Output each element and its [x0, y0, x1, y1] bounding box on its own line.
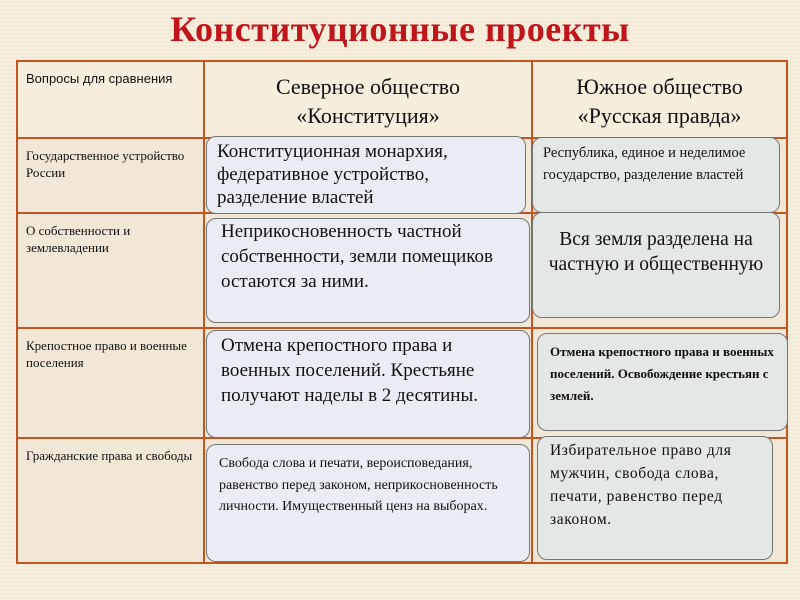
- row-label-property: О собственности и землевладении: [26, 223, 131, 255]
- north-property-box: Неприкосновенность частной собственности, земли помещиков остаются за ними.: [206, 218, 530, 323]
- row-label-cell: [17, 328, 204, 438]
- south-civil-rights-box: Избирательное право для мужчин, свобода слова, печати, равенство перед законом.: [537, 436, 773, 560]
- header-questions: Вопросы для сравнения: [26, 71, 173, 86]
- row-label-government: Государственное устройство России: [26, 148, 185, 180]
- south-property-box: Вся земля разделена на частную и общественную: [532, 212, 780, 318]
- header-questions-cell: [17, 61, 204, 138]
- south-government-box: Республика, единое и неделимое государство, разделение властей: [532, 137, 780, 213]
- header-south-society: Южное общество «Русская правда»: [576, 74, 743, 128]
- header-north-cell: [204, 61, 532, 138]
- row-label-civil-rights: Гражданские права и свободы: [26, 448, 193, 463]
- north-civil-rights-box: Свобода слова и печати, вероисповедания, равенство перед законом, неприкосновенность личности. Имущественный ценз на выборах.: [206, 444, 530, 562]
- row-label-cell: [17, 438, 204, 563]
- header-south-cell: [532, 61, 787, 138]
- north-government-box: Конституционная монархия, федеративное устройство, разделение властей: [206, 136, 526, 214]
- table-header-row: [17, 61, 787, 138]
- row-label-cell: [17, 213, 204, 328]
- row-label-serfdom: Крепостное право и военные поселения: [26, 338, 187, 370]
- page-title: Конституционные проекты: [170, 9, 630, 49]
- header-north-society: Северное общество «Конституция»: [275, 74, 461, 128]
- north-serfdom-box: Отмена крепостного права и военных поселений. Крестьяне получают наделы в 2 десятины.: [206, 330, 530, 438]
- row-label-cell: [17, 138, 204, 213]
- south-serfdom-box: Отмена крепостного права и военных поселений. Освобождение крестьян с землей.: [537, 333, 788, 431]
